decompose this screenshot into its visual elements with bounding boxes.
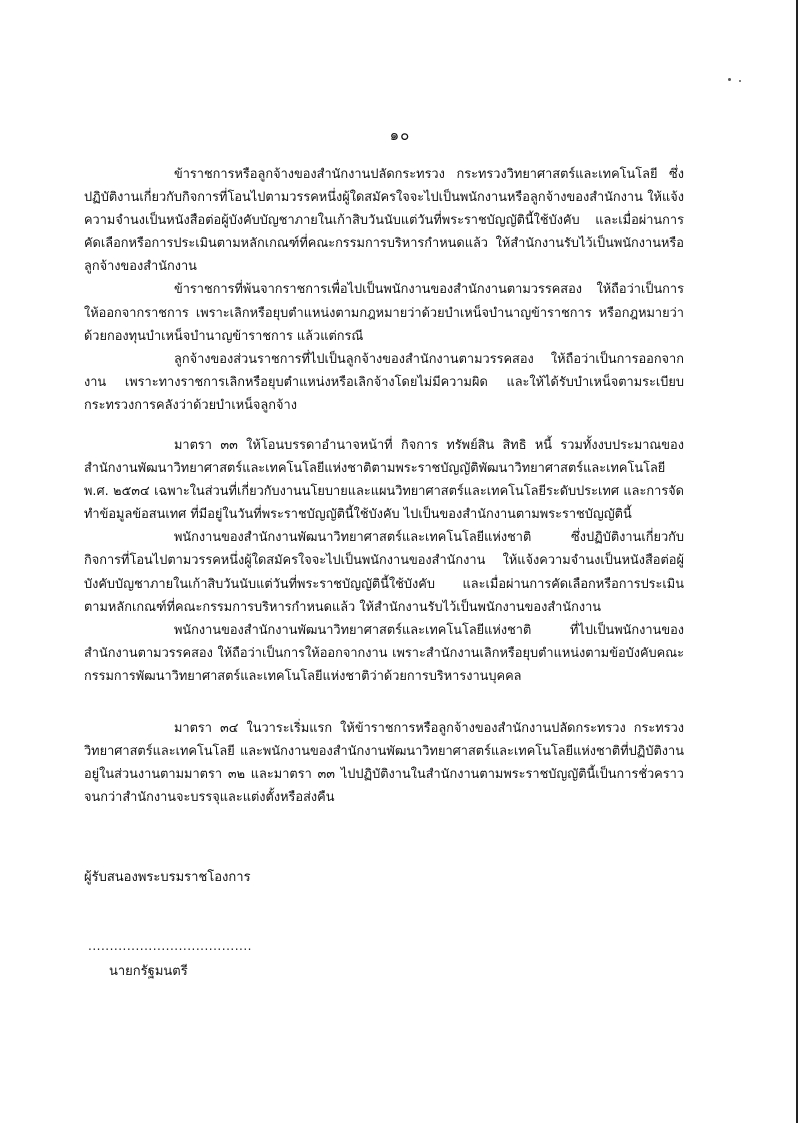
section-block <box>84 434 684 688</box>
scan-speck <box>728 78 731 81</box>
signature-line: ...................................... <box>88 939 252 953</box>
page-number: ๑๐ <box>389 126 411 144</box>
signatory-title: นายกรัฐมนตรี <box>109 964 188 979</box>
section-block <box>84 717 684 809</box>
paragraph: พนักงานของสำนักงานพัฒนาวิทยาศาสตร์และเทคโนโลยีแห่งชาติ ที่ไปเป็นพนักงานของสำนักงานตามวรรคสอง ให้ถือว่าเป็นการให้ออกจากงาน เพราะสำนักงานเลิกหรือยุบตำแหน่งตามข้อบังคับคณะกรรมการพัฒนาวิทยาศาสตร์และเทคโนโลยีแห่งชาติว่าด้วยการบริหารงานบุคคล <box>84 622 684 684</box>
paragraph: พนักงานของสำนักงานพัฒนาวิทยาศาสตร์และเทคโนโลยีแห่งชาติ ซึ่งปฏิบัติงานเกี่ยวกับกิจการที่โอนไปตามวรรคหนึ่งผู้ใดสมัครใจจะไปเป็นพนักงานของสำนักงาน ให้แจ้งความจำนงเป็นหนังสือต่อผู้บังคับบัญชาภายในเก้าสิบวันนับแต่วันที่พระราชบัญญัตินี้ใช้บังคับ และเมื่อผ่านการคัดเลือกหรือการประเมินตามหลักเกณฑ์ที่คณะกรรมการบริหารกำหนดแล้ว ให้สำนักงานรับไว้เป็นพนักงานของสำนักงาน <box>84 530 684 615</box>
paragraph: ลูกจ้างของส่วนราชการที่ไปเป็นลูกจ้างของสำนักงานตามวรรคสอง ให้ถือว่าเป็นการออกจากงาน เพราะทางราชการเลิกหรือยุบตำแหน่งหรือเลิกจ้างโดยไม่มีความผิด และให้ได้รับบำเหน็จตามระเบียบกระทรวงการคลังว่าด้วยบำเหน็จลูกจ้าง <box>84 351 684 413</box>
paragraph: ข้าราชการที่พ้นจากราชการเพื่อไปเป็นพนักงานของสำนักงานตามวรรคสอง ให้ถือว่าเป็นการให้ออกจากราชการ เพราะเลิกหรือยุบตำแหน่งตามกฎหมายว่าด้วยบำเหน็จบำนาญข้าราชการ หรือกฎหมายว่าด้วยกองทุนบำเหน็จบำนาญข้าราชการ แล้วแต่กรณี <box>84 282 684 344</box>
paragraph: มาตรา ๓๔ ในวาระเริ่มแรก ให้ข้าราชการหรือลูกจ้างของสำนักงานปลัดกระทรวง กระทรวงวิทยาศาสตร์และเทคโนโลยี และพนักงานของสำนักงานพัฒนาวิทยาศาสตร์และเทคโนโลยีแห่งชาติที่ปฏิบัติงานอยู่ในส่วนงานตามมาตรา ๓๒ และมาตรา ๓๓ ไปปฏิบัติงานในสำนักงานตามพระราชบัญญัตินี้เป็นการชั่วคราว จนกว่าสำนักงานจะบรรจุและแต่งตั้งหรือส่งคืน <box>84 721 684 806</box>
scan-edge <box>796 0 798 1123</box>
countersignature-line: ผู้รับสนองพระบรมราชโองการ <box>84 870 251 885</box>
scan-speck <box>739 80 741 82</box>
paragraph: มาตรา ๓๓ ให้โอนบรรดาอำนาจหน้าที่ กิจการ ทรัพย์สิน สิทธิ หนี้ รวมทั้งงบประมาณของสำนักงานพัฒนาวิทยาศาสตร์และเทคโนโลยีแห่งชาติตามพระราชบัญญัติพัฒนาวิทยาศาสตร์และเทคโนโลยี พ.ศ. ๒๕๓๔ เฉพาะในส่วนที่เกี่ยวกับงานนโยบายและแผนวิทยาศาสตร์และเทคโนโลยีระดับประเทศ และการจัดทำข้อมูลข้อสนเทศ ที่มีอยู่ในวันที่พระราชบัญญัตินี้ใช้บังคับ ไปเป็นของสำนักงานตามพระราชบัญญัตินี้ <box>84 438 684 523</box>
section-block <box>84 163 684 417</box>
paragraph: ข้าราชการหรือลูกจ้างของสำนักงานปลัดกระทรวง กระทรวงวิทยาศาสตร์และเทคโนโลยี ซึ่งปฏิบัติงานเกี่ยวกับกิจการที่โอนไปตามวรรคหนึ่งผู้ใดสมัครใจจะไปเป็นพนักงานหรือลูกจ้างของสำนักงาน ให้แจ้งความจำนงเป็นหนังสือต่อผู้บังคับบัญชาภายในเก้าสิบวันนับแต่วันที่พระราชบัญญัตินี้ใช้บังคับ และเมื่อผ่านการคัดเลือกหรือการประเมินตามหลักเกณฑ์ที่คณะกรรมการบริหารกำหนดแล้ว ให้สำนักงานรับไว้เป็นพนักงานหรือลูกจ้างของสำนักงาน <box>84 167 684 275</box>
